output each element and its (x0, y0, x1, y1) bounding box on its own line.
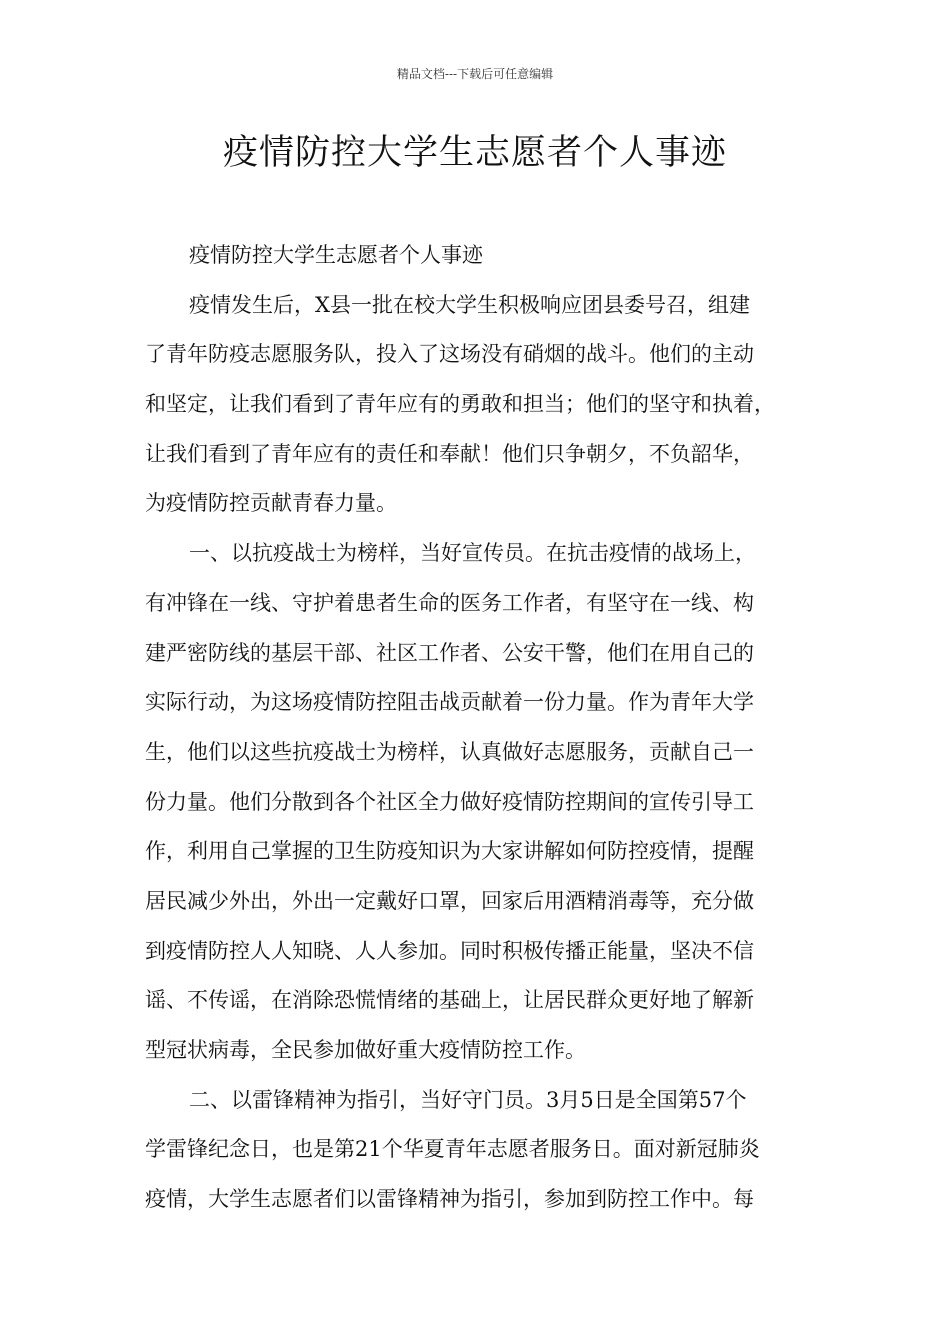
text-line: 谣、不传谣，在消除恐慌情绪的基础上，让居民群众更好地了解新 (145, 988, 754, 1013)
text-line: 型冠状病毒，全民参加做好重大疫情防控工作。 (145, 1038, 586, 1062)
text-line: 作，利用自己掌握的卫生防疫知识为大家讲解如何防控疫情，提醒 (145, 839, 754, 864)
text-line: 疫情发生后，X县一批在校大学生积极响应团县委号召，组建 (189, 292, 750, 317)
text-line: 和坚定，让我们看到了青年应有的勇敢和担当；他们的坚守和执着， (145, 392, 775, 417)
text-line: 有冲锋在一线、守护着患者生命的医务工作者，有坚守在一线、构 (145, 590, 754, 615)
document-title: 疫情防控大学生志愿者个人事迹 (222, 133, 727, 173)
text-line: 二、以雷锋精神为指引，当好守门员。3月5日是全国第57个 (189, 1087, 747, 1112)
text-line: 让我们看到了青年应有的责任和奉献！他们只争朝夕，不负韶华， (145, 441, 754, 466)
text-line: 一、以抗疫战士为榜样，当好宣传员。在抗击疫情的战场上， (189, 541, 756, 566)
text-line: 到疫情防控人人知晓、人人参加。同时积极传播正能量，坚决不信 (145, 938, 754, 963)
text-line: 实际行动，为这场疫情防控阻击战贡献着一份力量。作为青年大学 (145, 690, 754, 715)
text-line: 建严密防线的基层干部、社区工作者、公安干警，他们在用自己的 (145, 640, 754, 665)
text-line: 了青年防疫志愿服务队，投入了这场没有硝烟的战斗。他们的主动 (145, 342, 754, 367)
text-line: 份力量。他们分散到各个社区全力做好疫情防控期间的宣传引导工 (145, 789, 754, 814)
body-text (145, 231, 810, 1225)
text-line: 疫情防控大学生志愿者个人事迹 (189, 243, 483, 267)
text-line: 学雷锋纪念日，也是第21个华夏青年志愿者服务日。面对新冠肺炎 (145, 1137, 760, 1162)
header-note: 精品文档---下载后可任意编辑 (396, 67, 554, 81)
text-line: 疫情，大学生志愿者们以雷锋精神为指引，参加到防控工作中。每 (145, 1187, 754, 1212)
text-line: 生，他们以这些抗疫战士为榜样，认真做好志愿服务，贡献自己一 (145, 739, 754, 764)
text-line: 居民减少外出，外出一定戴好口罩，回家后用酒精消毒等，充分做 (145, 888, 754, 913)
text-line: 为疫情防控贡献青春力量。 (145, 491, 397, 516)
